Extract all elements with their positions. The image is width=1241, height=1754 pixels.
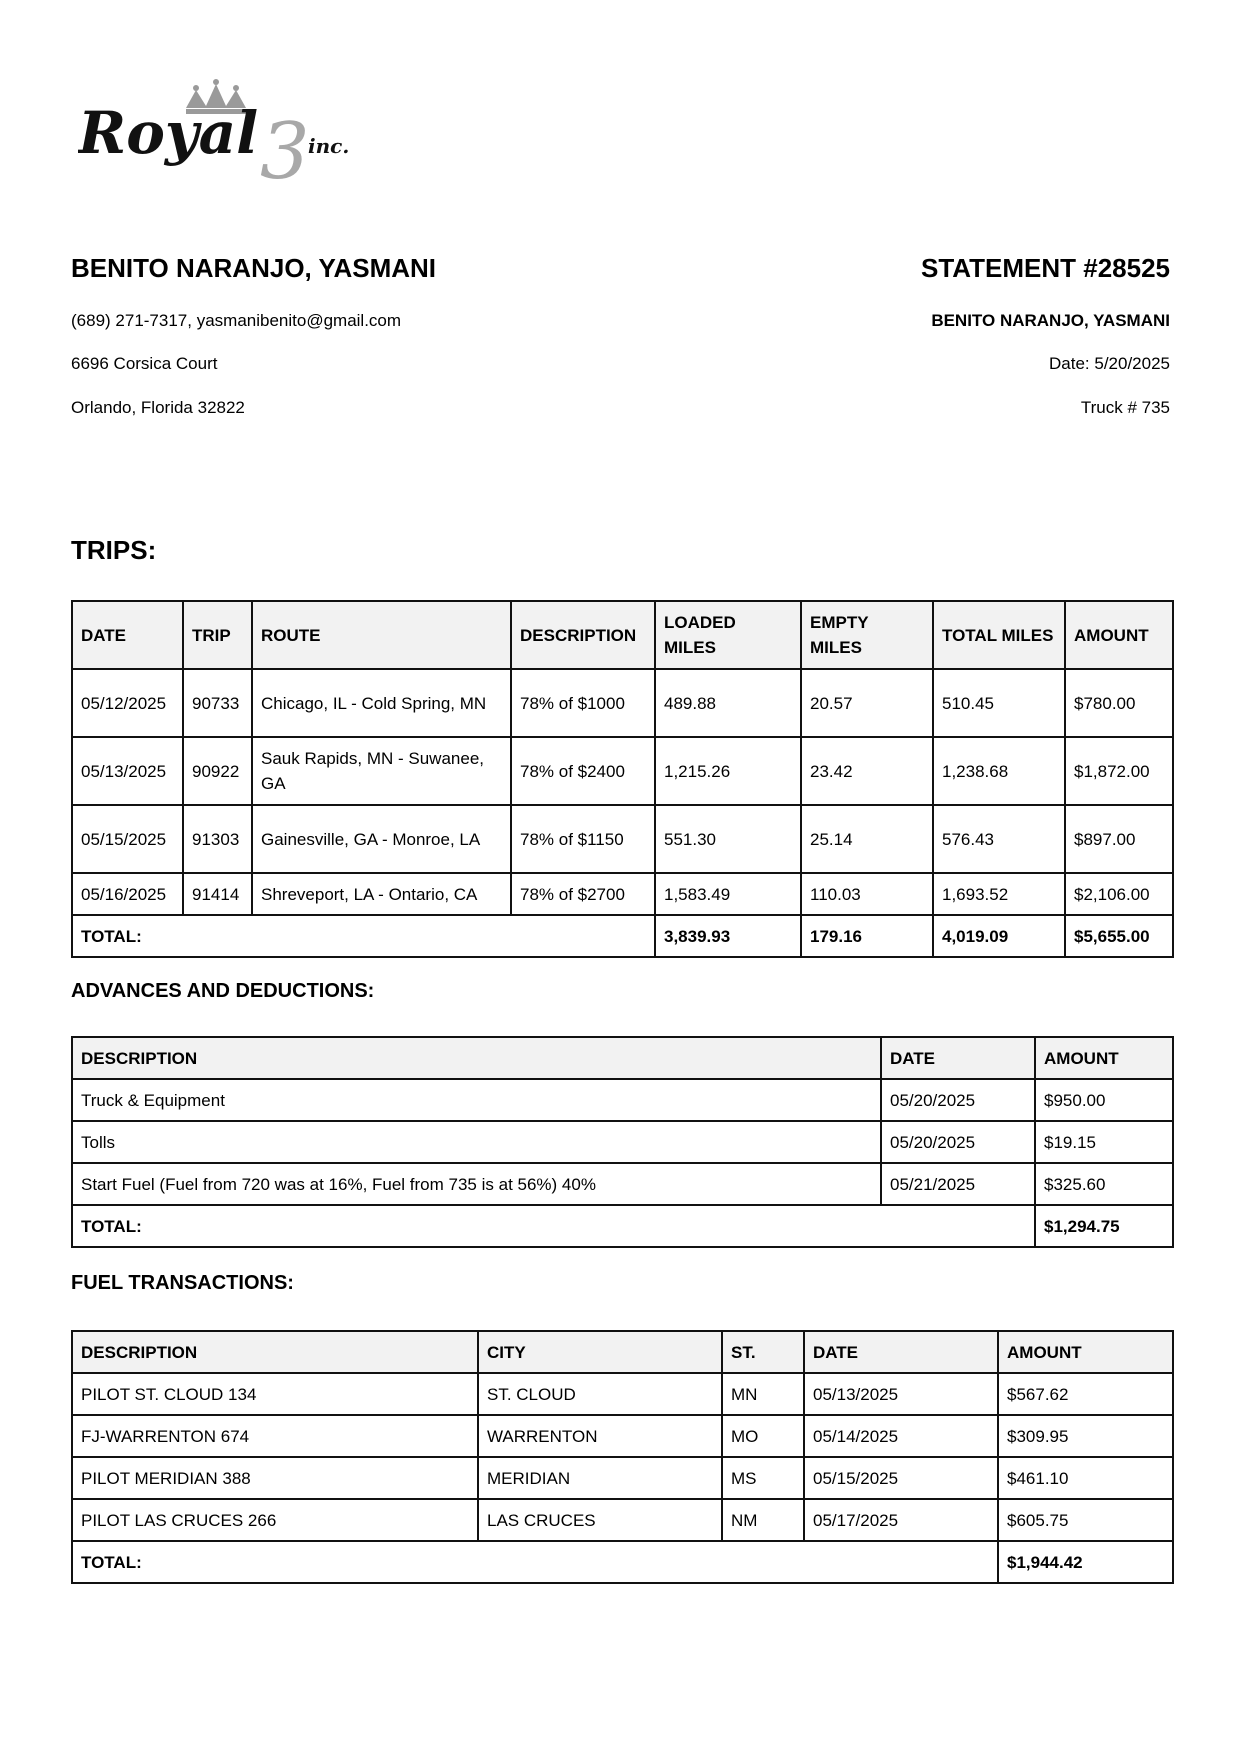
- table-cell: 576.43: [933, 805, 1065, 873]
- column-header: DATE: [72, 601, 183, 669]
- table-cell: 78% of $2700: [511, 873, 655, 915]
- column-header: TRIP: [183, 601, 252, 669]
- driver-street: 6696 Corsica Court: [71, 354, 218, 373]
- table-cell: 05/20/2025: [881, 1121, 1035, 1163]
- total-amount: $1,944.42: [998, 1541, 1173, 1583]
- table-row: [72, 873, 1173, 915]
- total-row: [72, 1205, 1173, 1247]
- table-cell: Shreveport, LA - Ontario, CA: [252, 873, 511, 915]
- table-header-row: [72, 601, 1173, 669]
- table-cell: 1,693.52: [933, 873, 1065, 915]
- table-cell: Chicago, IL - Cold Spring, MN: [252, 669, 511, 737]
- statement-date: Date: 5/20/2025: [1049, 354, 1170, 373]
- table-cell: MERIDIAN: [478, 1457, 722, 1499]
- statement-truck: Truck # 735: [1080, 398, 1170, 417]
- table-row: [72, 1457, 1173, 1499]
- table-row: [72, 805, 1173, 873]
- svg-text:Royal: Royal: [78, 99, 259, 167]
- table-cell: 05/15/2025: [804, 1457, 998, 1499]
- svg-text:3: 3: [260, 107, 310, 188]
- table-header-row: [72, 1037, 1173, 1079]
- table-cell: LAS CRUCES: [478, 1499, 722, 1541]
- column-header: ROUTE: [252, 601, 511, 669]
- column-header: CITY: [478, 1331, 722, 1373]
- table-cell: 23.42: [801, 737, 933, 805]
- table-cell: 05/15/2025: [72, 805, 183, 873]
- table-cell: 05/14/2025: [804, 1415, 998, 1457]
- table-cell: 110.03: [801, 873, 933, 915]
- table-cell: MN: [722, 1373, 804, 1415]
- table-row: [72, 1499, 1173, 1541]
- statement-name: BENITO NARANJO, YASMANI: [931, 311, 1170, 330]
- table-cell: 1,238.68: [933, 737, 1065, 805]
- column-header: AMOUNT: [1065, 601, 1173, 669]
- driver-info: [71, 250, 631, 417]
- statement-info: [610, 250, 1170, 417]
- total-amount: $1,294.75: [1035, 1205, 1173, 1247]
- table-row: [72, 1415, 1173, 1457]
- table-cell: 510.45: [933, 669, 1065, 737]
- column-header: LOADED MILES: [655, 601, 801, 669]
- total-label: TOTAL:: [72, 1205, 1035, 1247]
- fuel-table: [71, 1330, 1174, 1584]
- table-cell: 20.57: [801, 669, 933, 737]
- table-cell: 05/13/2025: [72, 737, 183, 805]
- total-amount: $5,655.00: [1065, 915, 1173, 957]
- driver-contact: (689) 271-7317, yasmanibenito@gmail.com: [71, 311, 402, 330]
- table-cell: Sauk Rapids, MN - Suwanee, GA: [252, 737, 511, 805]
- table-cell: MO: [722, 1415, 804, 1457]
- table-cell: 05/20/2025: [881, 1079, 1035, 1121]
- table-cell: Tolls: [72, 1121, 881, 1163]
- table-cell: 05/12/2025: [72, 669, 183, 737]
- column-header: TOTAL MILES: [933, 601, 1065, 669]
- table-cell: PILOT ST. CLOUD 134: [72, 1373, 478, 1415]
- table-cell: ST. CLOUD: [478, 1373, 722, 1415]
- table-cell: 78% of $1150: [511, 805, 655, 873]
- table-cell: 1,583.49: [655, 873, 801, 915]
- table-row: [72, 669, 1173, 737]
- table-cell: PILOT MERIDIAN 388: [72, 1457, 478, 1499]
- table-cell: $605.75: [998, 1499, 1173, 1541]
- table-cell: 78% of $2400: [511, 737, 655, 805]
- total-row: [72, 1541, 1173, 1583]
- table-cell: 91303: [183, 805, 252, 873]
- table-cell: WARRENTON: [478, 1415, 722, 1457]
- table-row: [72, 1121, 1173, 1163]
- column-header: DATE: [881, 1037, 1035, 1079]
- column-header: DESCRIPTION: [72, 1331, 478, 1373]
- table-cell: $309.95: [998, 1415, 1173, 1457]
- table-cell: 551.30: [655, 805, 801, 873]
- table-cell: 05/13/2025: [804, 1373, 998, 1415]
- fuel-section-title: FUEL TRANSACTIONS:: [71, 1272, 294, 1294]
- company-logo: [78, 78, 388, 188]
- total-row: [72, 915, 1173, 957]
- table-cell: $19.15: [1035, 1121, 1173, 1163]
- crown-logo-icon: [78, 78, 388, 188]
- table-header-row: [72, 1331, 1173, 1373]
- table-cell: PILOT LAS CRUCES 266: [72, 1499, 478, 1541]
- table-cell: $780.00: [1065, 669, 1173, 737]
- driver-city: Orlando, Florida 32822: [71, 398, 245, 417]
- table-cell: 25.14: [801, 805, 933, 873]
- advances-table: [71, 1036, 1174, 1248]
- table-cell: 05/21/2025: [881, 1163, 1035, 1205]
- total-empty-miles: 179.16: [801, 915, 933, 957]
- trips-table: [71, 600, 1174, 958]
- table-cell: 90922: [183, 737, 252, 805]
- table-cell: 489.88: [655, 669, 801, 737]
- table-cell: 05/16/2025: [72, 873, 183, 915]
- total-miles: 4,019.09: [933, 915, 1065, 957]
- column-header: DESCRIPTION: [72, 1037, 881, 1079]
- column-header: ST.: [722, 1331, 804, 1373]
- table-cell: 78% of $1000: [511, 669, 655, 737]
- driver-name: BENITO NARANJO, YASMANI: [71, 253, 437, 283]
- table-cell: $897.00: [1065, 805, 1173, 873]
- advances-section-title: ADVANCES AND DEDUCTIONS:: [71, 980, 375, 1002]
- table-cell: 1,215.26: [655, 737, 801, 805]
- table-cell: 90733: [183, 669, 252, 737]
- total-label: TOTAL:: [72, 1541, 998, 1583]
- table-cell: FJ-WARRENTON 674: [72, 1415, 478, 1457]
- total-label: TOTAL:: [72, 915, 655, 957]
- column-header: AMOUNT: [998, 1331, 1173, 1373]
- table-row: [72, 1079, 1173, 1121]
- table-cell: $325.60: [1035, 1163, 1173, 1205]
- table-cell: $950.00: [1035, 1079, 1173, 1121]
- table-cell: $1,872.00: [1065, 737, 1173, 805]
- svg-text:inc.: inc.: [308, 134, 350, 158]
- column-header: DATE: [804, 1331, 998, 1373]
- table-cell: Start Fuel (Fuel from 720 was at 16%, Fuel from 735 is at 56%) 40%: [72, 1163, 881, 1205]
- table-row: [72, 737, 1173, 805]
- table-cell: Truck & Equipment: [72, 1079, 881, 1121]
- table-cell: 91414: [183, 873, 252, 915]
- table-cell: $567.62: [998, 1373, 1173, 1415]
- table-row: [72, 1163, 1173, 1205]
- total-loaded-miles: 3,839.93: [655, 915, 801, 957]
- table-cell: $2,106.00: [1065, 873, 1173, 915]
- table-cell: Gainesville, GA - Monroe, LA: [252, 805, 511, 873]
- table-cell: $461.10: [998, 1457, 1173, 1499]
- statement-title: STATEMENT #28525: [920, 253, 1170, 283]
- column-header: EMPTY MILES: [801, 601, 933, 669]
- trips-section-title: TRIPS:: [71, 535, 157, 565]
- table-cell: MS: [722, 1457, 804, 1499]
- table-row: [72, 1373, 1173, 1415]
- column-header: DESCRIPTION: [511, 601, 655, 669]
- column-header: AMOUNT: [1035, 1037, 1173, 1079]
- table-cell: NM: [722, 1499, 804, 1541]
- table-cell: 05/17/2025: [804, 1499, 998, 1541]
